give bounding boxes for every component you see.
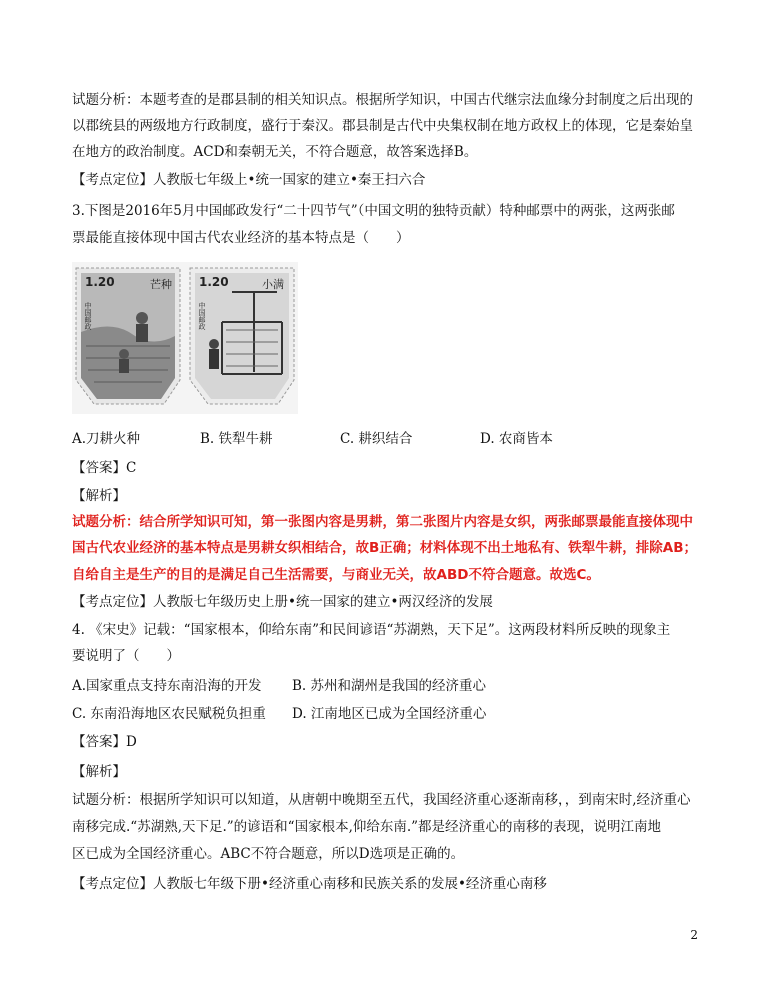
q4-stem-line-2: 要说明了（ ） [72, 648, 180, 664]
q4-option-a: A.国家重点支持东南沿海的开发 [72, 678, 262, 694]
q4-stem-line-1: 4. 《宋史》记载：“国家根本，仰给东南”和民间谚语“苏湖熟，天下足”。这两段材料所反映的现象主 [72, 622, 671, 638]
page-number: 2 [690, 928, 698, 942]
stamp1-value: 1.20 [85, 275, 115, 289]
stamp1-title: 芒种 [150, 278, 172, 291]
q4-jiexi-label: 【解析】 [72, 764, 126, 780]
stamp-mangzhong [76, 268, 180, 404]
q3-stem-line-2: 票最能直接体现中国古代农业经济的基本特点是（ ） [72, 230, 410, 246]
stamp-xiaoman [190, 268, 294, 404]
analysis-q2-line-2: 以郡统县的两级地方行政制度，盛行于秦汉。郡县制是古代中央集权制在地方政权上的体现，它是秦始皇 [72, 118, 693, 134]
q3-jiexi-label: 【解析】 [72, 488, 126, 504]
q4-option-b: B. 苏州和湖州是我国的经济重心 [292, 678, 487, 694]
q4-kaodian: 【考点定位】人教版七年级下册•经济重心南移和民族关系的发展•经济重心南移 [72, 876, 547, 892]
q3-answer: 【答案】C [72, 460, 137, 476]
q4-option-c: C. 东南沿海地区农民赋税负担重 [72, 706, 266, 722]
q3-option-c: C. 耕织结合 [340, 431, 413, 447]
q3-analysis-line-3: 自给自主是生产的目的是满足自己生活需要，与商业无关，故ABD不符合题意。故选C。 [72, 567, 600, 583]
q4-analysis-line-1: 试题分析：根据所学知识可以知道，从唐朝中晚期至五代，我国经济重心逐渐南移，，到南宋时,经济重心 [72, 792, 691, 808]
stamp2-value: 1.20 [199, 275, 229, 289]
q3-option-b: B. 铁犁牛耕 [200, 431, 273, 447]
stamp2-title: 小满 [262, 278, 284, 291]
stamp2-issuer: 中国邮政 [198, 302, 206, 330]
stamp1-issuer: 中国邮政 [84, 302, 92, 330]
q3-analysis-line-1: 试题分析：结合所学知识可知，第一张图内容是男耕，第二张图片内容是女织，两张邮票最能直接体现中 [72, 514, 693, 530]
q3-kaodian: 【考点定位】人教版七年级历史上册•统一国家的建立•两汉经济的发展 [72, 594, 493, 610]
q3-stem-line-1: 3.下图是2016年5月中国邮政发行“二十四节气”（中国文明的独特贡献）特种邮票中的两张，这两张邮 [72, 203, 675, 219]
analysis-q2-line-3: 在地方的政治制度。ACD和秦朝无关，不符合题意，故答案选择B。 [72, 144, 478, 160]
q3-analysis-line-2: 国古代农业经济的基本特点是男耕女织相结合，故B正确；材料体现不出土地私有、铁犁牛耕，排除AB； [72, 540, 698, 556]
analysis-q2-line-1: 试题分析：本题考查的是郡县制的相关知识点。根据所学知识，中国古代继宗法血缘分封制度之后出现的 [72, 92, 693, 108]
q3-option-d: D. 农商皆本 [480, 431, 553, 447]
kaodian-q2: 【考点定位】人教版七年级上•统一国家的建立•秦王扫六合 [72, 172, 426, 188]
q4-answer: 【答案】D [72, 734, 137, 750]
q4-analysis-line-3: 区已成为全国经济重心。ABC不符合题意，所以D选项是正确的。 [72, 846, 465, 862]
q4-analysis-line-2: 南移完成.“苏湖熟,天下足.”的谚语和“国家根本,仰给东南.”都是经济重心的南移的表现，说明江南地 [72, 819, 662, 835]
q3-option-a: A.刀耕火种 [72, 431, 141, 447]
stamps-image [72, 262, 298, 414]
q4-option-d: D. 江南地区已成为全国经济重心 [292, 706, 487, 722]
